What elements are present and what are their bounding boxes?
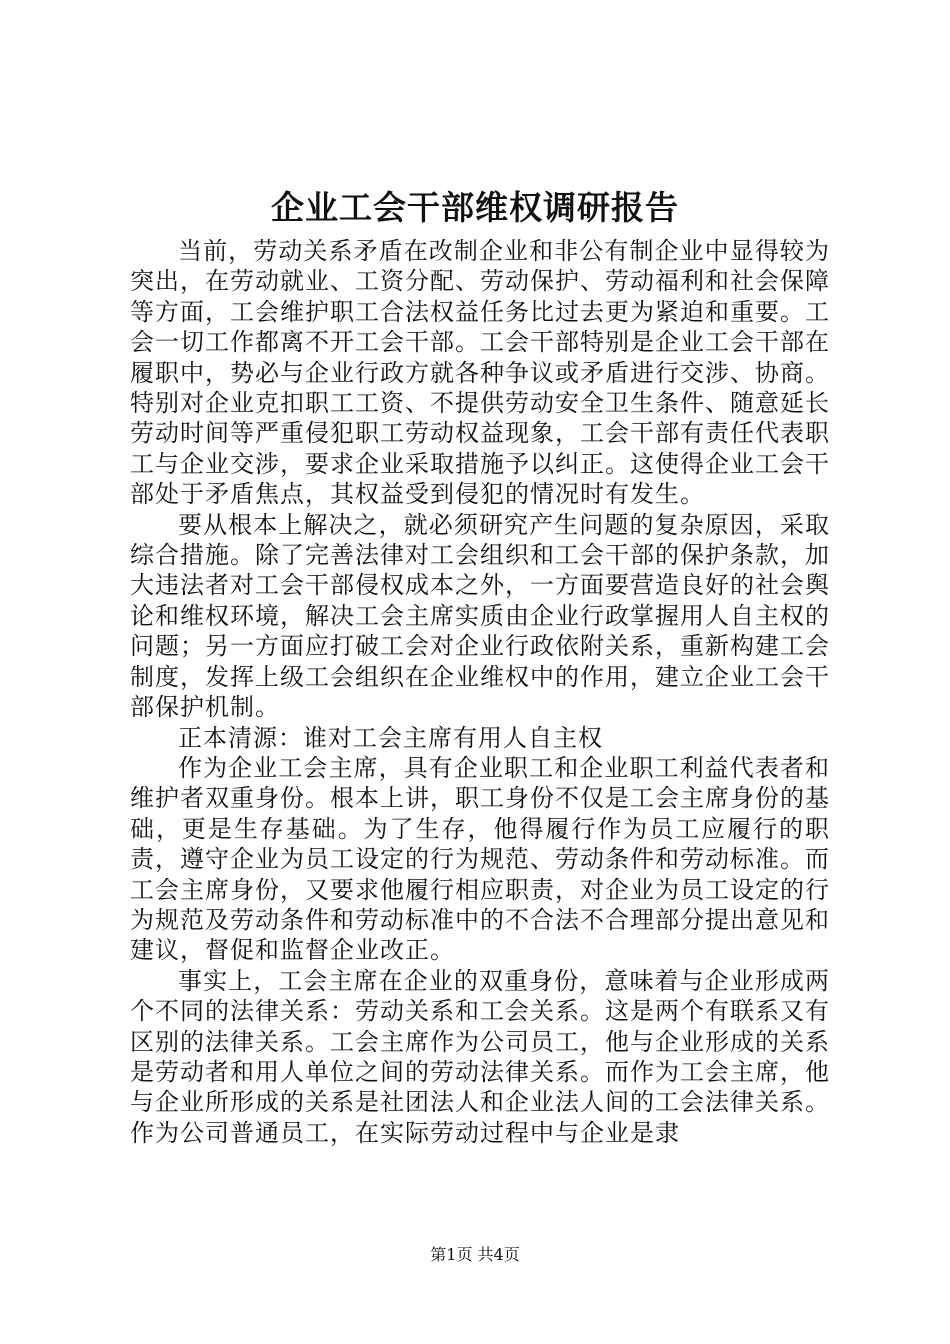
document-title: 企业工会干部维权调研报告 <box>271 188 679 227</box>
paragraph: 事实上，工会主席在企业的双重身份，意味着与企业形成两个不同的法律关系：劳动关系和工会关系。这是两个有联系又有区别的法律关系。工会主席作为公司员工，他与企业形成的关系是劳动者和用人单位之间的劳动法律关系。而作为工会主席，他与企业所形成的关系是社团法人和企业法人间的工会法律关系。作为公司普通员工，在实际劳动过程中与企业是隶 <box>130 966 830 1147</box>
paragraph: 当前，劳动关系矛盾在改制企业和非公有制企业中显得较为突出，在劳动就业、工资分配、劳动保护、劳动福利和社会保障等方面，工会维护职工合法权益任务比过去更为紧迫和重要。工会一切工作都离不开工会干部。工会干部特别是企业工会干部在履职中，势必与企业行政方就各种争议或矛盾进行交涉、协商。特别对企业克扣职工工资、不提供劳动安全卫生条件、随意延长劳动时间等严重侵犯职工劳动权益现象，工会干部有责任代表职工与企业交涉，要求企业采取措施予以纠正。这使得企业工会干部处于矛盾焦点，其权益受到侵犯的情况时有发生。 <box>130 237 830 509</box>
page-number-footer: 第1页 共4页 <box>430 1245 520 1264</box>
document-body <box>130 236 830 1148</box>
section-heading: 正本清源：谁对工会主席有用人自主权 <box>178 723 603 752</box>
paragraph: 要从根本上解决之，就必须研究产生问题的复杂原因，采取综合措施。除了完善法律对工会组织和工会干部的保护条款，加大违法者对工会干部侵权成本之外，一方面要营造良好的社会舆论和维权环境，解决工会主席实质由企业行政掌握用人自主权的问题；另一方面应打破工会对企业行政依附关系，重新构建工会制度，发挥上级工会组织在企业维权中的作用，建立企业工会干部保护机制。 <box>130 510 830 722</box>
paragraph: 作为企业工会主席，具有企业职工和企业职工利益代表者和维护者双重身份。根本上讲，职工身份不仅是工会主席身份的基础，更是生存基础。为了生存，他得履行作为员工应履行的职责，遵守企业为员工设定的行为规范、劳动条件和劳动标准。而工会主席身份，又要求他履行相应职责，对企业为员工设定的行为规范及劳动条件和劳动标准中的不合法不合理部分提出意见和建议，督促和监督企业改正。 <box>130 753 830 965</box>
